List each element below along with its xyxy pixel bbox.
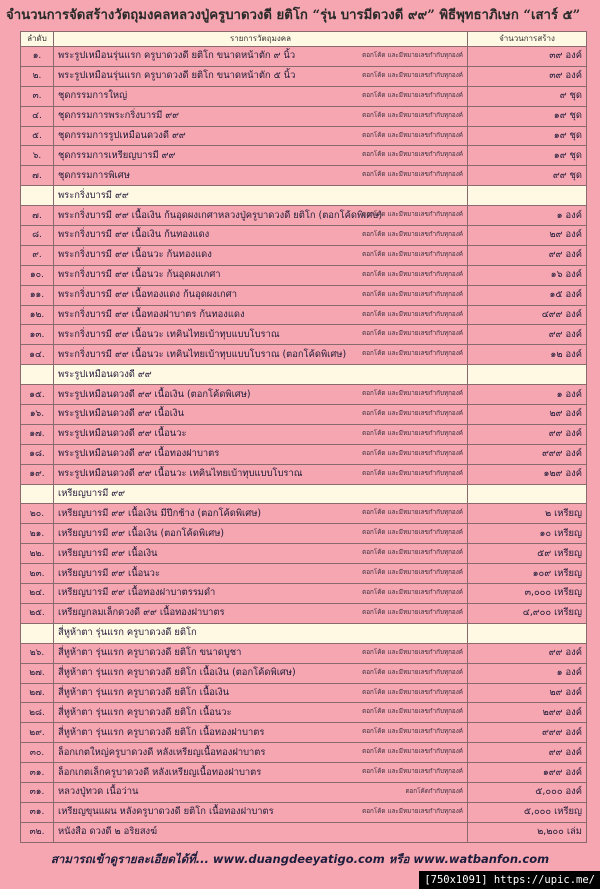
- item-name-text: พระกริ่งบารมี ๙๙ เนื้อเงิน ก้นทองแดง: [58, 229, 210, 241]
- item-name-text: สี่หูห้าตา รุ่นแรก ครูบาดวงดี ยติโก เนื้อเงิน: [58, 686, 230, 698]
- item-name: [54, 444, 468, 464]
- item-note: ตอกโค้ด และมีหมายเลขกำกับทุกองค์: [362, 52, 463, 59]
- item-name: [54, 683, 468, 703]
- table-row: [21, 564, 587, 584]
- table-row: [21, 226, 587, 246]
- table-row: [21, 464, 587, 484]
- item-note: ตอกโค้ดกำกับทุกองค์: [405, 787, 463, 795]
- item-name: [54, 782, 468, 802]
- page-title: จำนวนการจัดสร้างวัตถุมงคลหลวงปู่ครูบาดวงดี ยติโก “รุ่น บารมีดวงดี ๙๙” พิธีพุทธาภิเษก “เสาร์ ๕”: [6, 8, 581, 23]
- item-name: [54, 345, 468, 365]
- row-number: ๓๑.: [21, 763, 54, 783]
- footer-links[interactable]: สามารถเข้าดูรายละเอียดได้ที่... www.duangdeeyatigo.com หรือ www.watbanfon.com: [50, 852, 550, 866]
- item-quantity: ๒๙ องค์: [468, 226, 587, 246]
- row-number: ๓๑.: [21, 782, 54, 802]
- item-quantity: ๙๙ องค์: [468, 325, 587, 345]
- row-number: ๒.: [21, 66, 54, 86]
- table-row: [21, 166, 587, 186]
- item-quantity: ๒,๒๐๐ เล่ม: [468, 822, 587, 842]
- item-name: [54, 504, 468, 524]
- table-row: [21, 206, 587, 226]
- item-name: [54, 86, 468, 106]
- item-note: ตอกโค้ด และมีหมายเลขกำกับทุกองค์: [362, 211, 463, 219]
- table-row: [21, 683, 587, 703]
- item-note: ตอกโค้ด และมีหมายเลขกำกับทุกองค์: [362, 350, 463, 358]
- table-row: [21, 325, 587, 345]
- row-number: ๒๗.: [21, 683, 54, 703]
- item-name: [54, 822, 468, 842]
- item-note: ตอกโค้ด และมีหมายเลขกำกับทุกองค์: [362, 171, 463, 179]
- item-note: ตอกโค้ด และมีหมายเลขกำกับทุกองค์: [362, 469, 463, 477]
- row-number: ๓.: [21, 86, 54, 106]
- row-number: ๕.: [21, 126, 54, 146]
- item-quantity: ๕,๐๐๐ องค์: [468, 782, 587, 802]
- item-note: ตอกโค้ด และมีหมายเลขกำกับทุกองค์: [362, 290, 463, 298]
- table-row: [21, 504, 587, 524]
- item-name: [54, 365, 468, 385]
- item-name-text: ล็อกเกตใหญ่ครูบาดวงดี หลังเหรียญเนื้อทองฝาบาตร: [58, 746, 266, 758]
- table-row: [21, 782, 587, 802]
- item-note: ตอกโค้ด และมีหมายเลขกำกับทุกองค์: [362, 410, 463, 418]
- row-number: ๑๒.: [21, 305, 54, 325]
- watermark: [750x1091] https://upic.me/: [419, 871, 600, 889]
- item-quantity: ๑๐ เหรียญ: [468, 524, 587, 544]
- item-name-text: ล็อกเกตเล็กครูบาดวงดี หลังเหรียญเนื้อทองฝาบาตร: [58, 766, 262, 778]
- item-quantity: [468, 484, 587, 504]
- item-name-text: ชุดกรรมการเหรียญบารมี ๙๙: [58, 149, 176, 161]
- item-quantity: ๕,๐๐๐ เหรียญ: [468, 802, 587, 822]
- row-number: ๒๓.: [21, 564, 54, 584]
- item-note: ตอกโค้ด และมีหมายเลขกำกับทุกองค์: [362, 111, 463, 119]
- row-number: ๓๐.: [21, 743, 54, 763]
- item-note: ตอกโค้ด และมีหมายเลขกำกับทุกองค์: [362, 310, 463, 318]
- item-name-text: พระรูปเหมือนดวงดี ๙๙ เนื้อทองฝาบาตร: [58, 448, 220, 460]
- row-number: ๑.: [21, 47, 54, 67]
- row-number: ๒๑.: [21, 524, 54, 544]
- item-quantity: ๓,๐๐๐ เหรียญ: [468, 584, 587, 604]
- row-number: ๒๐.: [21, 504, 54, 524]
- table-row: [21, 126, 587, 146]
- item-name: [54, 405, 468, 425]
- table-row: [21, 643, 587, 663]
- item-note: ตอกโค้ด และมีหมายเลขกำกับทุกองค์: [362, 668, 463, 676]
- item-name-text: พระรูปเหมือนดวงดี ๙๙: [58, 368, 152, 380]
- item-name-text: พระรูปเหมือนรุ่นแรก ครูบาดวงดี ยติโก ขนาดหน้าตัก ๙ นิ้ว: [58, 50, 296, 62]
- item-name-text: เหรียญบารมี ๙๙ เนื้อเงิน (ตอกโค้ดพิเศษ): [58, 527, 225, 539]
- item-note: ตอกโค้ด และมีหมายเลขกำกับทุกองค์: [362, 529, 463, 537]
- item-name-text: เหรียญบารมี ๙๙ เนื้อเงิน มีปีกช้าง (ตอกโค้ดพิเศษ): [58, 507, 262, 519]
- row-number: ๒๗.: [21, 663, 54, 683]
- row-number: ๒๘.: [21, 703, 54, 723]
- row-number: ๑๐.: [21, 265, 54, 285]
- row-number: ๑๙.: [21, 464, 54, 484]
- item-name-text: ชุดกรรมการรูปเหมือนดวงดี ๙๙: [58, 130, 186, 141]
- item-name-text: พระกริ่งบารมี ๙๙ เนื้อทองฝาบาตร ก้นทองแดง: [58, 309, 245, 321]
- item-note: ตอกโค้ด และมีหมายเลขกำกับทุกองค์: [362, 728, 463, 736]
- item-name-text: พระรูปเหมือนดวงดี ๙๙ เนื้อนวะ เทคินไทยเบ้าทุบแบบโบราณ: [58, 468, 303, 480]
- item-name-text: พระรูปเหมือนรุ่นแรก ครูบาดวงดี ยติโก ขนาดหน้าตัก ๕ นิ้ว: [58, 70, 296, 82]
- item-quantity: ๑๐๙ เหรียญ: [468, 564, 587, 584]
- table-row: [21, 146, 587, 166]
- row-number: ๗.: [21, 206, 54, 226]
- item-note: ตอกโค้ด และมีหมายเลขกำกับทุกองค์: [362, 509, 463, 517]
- row-number: [21, 484, 54, 504]
- row-number: ๓๒.: [21, 822, 54, 842]
- item-name-text: เหรียญบารมี ๙๙ เนื้อทองฝาบาตรรมดำ: [58, 587, 216, 599]
- item-quantity: ๒๙ องค์: [468, 405, 587, 425]
- item-name-text: หลวงปู่ทวด เนื้อว่าน: [58, 786, 139, 798]
- item-name-text: พระกริ่งบารมี ๙๙ เนื้อเงิน ก้นอุดผงเกศาหลวงปู่ครูบาดวงดี ยติโก (ตอกโค้ดพิเศษ): [58, 209, 383, 221]
- item-name-text: เหรียญบารมี ๙๙ เนื้อเงิน: [58, 547, 158, 559]
- row-number: ๑๖.: [21, 405, 54, 425]
- item-name: [54, 66, 468, 86]
- table-row: [21, 47, 587, 67]
- item-name: [54, 325, 468, 345]
- table-row: [21, 424, 587, 444]
- item-name-text: ชุดกรรมการใหญ่: [58, 90, 128, 102]
- item-name: [54, 305, 468, 325]
- row-number: ๖.: [21, 146, 54, 166]
- row-number: ๔.: [21, 106, 54, 126]
- item-note: ตอกโค้ด และมีหมายเลขกำกับทุกองค์: [362, 91, 463, 99]
- item-name: [54, 166, 468, 186]
- item-name: [54, 663, 468, 683]
- item-name-text: พระกริ่งบารมี ๙๙ เนื้อนวะ เทคินไทยเบ้าทุบแบบโบราณ: [58, 328, 280, 340]
- item-quantity: ๙๙ ชุด: [468, 166, 587, 186]
- item-quantity: ๑๙ ชุด: [468, 146, 587, 166]
- item-name: [54, 106, 468, 126]
- table-row: [21, 802, 587, 822]
- item-name: [54, 484, 468, 504]
- item-note: ตอกโค้ด และมีหมายเลขกำกับทุกองค์: [362, 688, 463, 696]
- item-name: [54, 146, 468, 166]
- row-number: ๑๗.: [21, 424, 54, 444]
- row-number: ๑๕.: [21, 385, 54, 405]
- table-row: [21, 524, 587, 544]
- item-note: ตอกโค้ด และมีหมายเลขกำกับทุกองค์: [362, 569, 463, 577]
- item-name-text: สี่หูห้าตา รุ่นแรก ครูบาดวงดี ยติโก เนื้อทองฝาบาตร: [58, 726, 265, 738]
- item-name: [54, 464, 468, 484]
- table-row: [21, 544, 587, 564]
- item-quantity: ๙๙๙ องค์: [468, 723, 587, 743]
- item-note: ตอกโค้ด และมีหมายเลขกำกับทุกองค์: [362, 608, 463, 616]
- table-row: [21, 663, 587, 683]
- item-name: [54, 126, 468, 146]
- item-quantity: ๙ ชุด: [468, 86, 587, 106]
- item-name-text: หนังสือ ดวงดี ๒ อริยสงฆ์: [58, 826, 158, 838]
- item-name-text: พระกริ่งบารมี ๙๙ เนื้อทองแดง ก้นอุดผงเกศา: [58, 289, 237, 301]
- item-name: [54, 603, 468, 623]
- item-name: [54, 584, 468, 604]
- item-name-text: พระกริ่งบารมี ๙๙ เนื้อนวะ ก้นทองแดง: [58, 249, 212, 261]
- item-note: ตอกโค้ด และมีหมายเลขกำกับทุกองค์: [362, 151, 463, 159]
- item-name-text: เหรียญบารมี ๙๙ เนื้อนวะ: [58, 567, 160, 579]
- header-name: รายการวัตถุมงคล: [54, 32, 468, 47]
- item-name-text: สี่หูห้าตา รุ่นแรก ครูบาดวงดี ยติโก: [58, 627, 197, 639]
- row-number: ๒๒.: [21, 544, 54, 564]
- table-row: [21, 822, 587, 842]
- table-row: [21, 265, 587, 285]
- item-name: [54, 802, 468, 822]
- item-name-text: พระกริ่งบารมี ๙๙: [58, 189, 129, 201]
- item-quantity: ๒ เหรียญ: [468, 504, 587, 524]
- item-name: [54, 643, 468, 663]
- item-quantity: ๑ องค์: [468, 663, 587, 683]
- item-note: ตอกโค้ด และมีหมายเลขกำกับทุกองค์: [362, 589, 463, 597]
- item-note: ตอกโค้ด และมีหมายเลขกำกับทุกองค์: [362, 429, 463, 437]
- item-name-text: เหรียญกลมเล็กดวงดี ๙๙ เนื้อทองฝาบาตร: [58, 607, 225, 619]
- item-name-text: ชุดกรรมการพิเศษ: [58, 169, 130, 181]
- item-note: ตอกโค้ด และมีหมายเลขกำกับทุกองค์: [362, 330, 463, 338]
- item-note: ตอกโค้ด และมีหมายเลขกำกับทุกองค์: [362, 768, 463, 776]
- item-quantity: ๓๙ องค์: [468, 47, 587, 67]
- amulet-table: [20, 31, 587, 843]
- row-number: ๓๑.: [21, 802, 54, 822]
- item-name: [54, 186, 468, 206]
- item-name: [54, 564, 468, 584]
- item-quantity: ๑๖ องค์: [468, 265, 587, 285]
- item-note: ตอกโค้ด และมีหมายเลขกำกับทุกองค์: [362, 449, 463, 457]
- section-row: [21, 365, 587, 385]
- item-note: ตอกโค้ด และมีหมายเลขกำกับทุกองค์: [362, 131, 463, 139]
- table-row: [21, 285, 587, 305]
- row-number: [21, 365, 54, 385]
- item-name: [54, 703, 468, 723]
- item-quantity: ๑๙ ชุด: [468, 106, 587, 126]
- item-quantity: ๓๙ องค์: [468, 66, 587, 86]
- item-quantity: ๑๒๙ องค์: [468, 464, 587, 484]
- item-quantity: ๙๙ องค์: [468, 245, 587, 265]
- item-quantity: ๑ องค์: [468, 206, 587, 226]
- item-quantity: ๑ องค์: [468, 385, 587, 405]
- item-name: [54, 544, 468, 564]
- item-note: ตอกโค้ด และมีหมายเลขกำกับทุกองค์: [362, 748, 463, 756]
- item-name-text: พระรูปเหมือนดวงดี ๙๙ เนื้อนวะ: [58, 428, 187, 440]
- row-number: ๗.: [21, 166, 54, 186]
- item-name-text: พระรูปเหมือนดวงดี ๙๙ เนื้อเงิน: [58, 408, 184, 420]
- item-note: ตอกโค้ด และมีหมายเลขกำกับทุกองค์: [362, 807, 463, 815]
- item-quantity: ๑๕ องค์: [468, 285, 587, 305]
- table-row: [21, 66, 587, 86]
- item-name-text: สี่หูห้าตา รุ่นแรก ครูบาดวงดี ยติโก เนื้อนวะ: [58, 706, 232, 718]
- item-quantity: [468, 623, 587, 643]
- item-name-text: เหรียญขุนแผน หลังครูบาดวงดี ยติโก เนื้อทองฝาบาตร: [58, 806, 274, 818]
- table-row: [21, 763, 587, 783]
- row-number: ๒๔.: [21, 584, 54, 604]
- row-number: ๒๖.: [21, 643, 54, 663]
- section-row: [21, 484, 587, 504]
- row-number: ๑๔.: [21, 345, 54, 365]
- table-row: [21, 106, 587, 126]
- item-name-text: เหรียญบารมี ๙๙: [58, 488, 126, 500]
- item-name: [54, 743, 468, 763]
- row-number: ๙.: [21, 245, 54, 265]
- item-quantity: ๕๙ เหรียญ: [468, 544, 587, 564]
- row-number: ๘.: [21, 226, 54, 246]
- item-name-text: พระกริ่งบารมี ๙๙ เนื้อนวะ เทคินไทยเบ้าทุบแบบโบราณ (ตอกโค้ดพิเศษ): [58, 348, 347, 360]
- item-quantity: ๔,๙๐๐ เหรียญ: [468, 603, 587, 623]
- item-name: [54, 47, 468, 67]
- item-quantity: ๑๙ ชุด: [468, 126, 587, 146]
- item-note: ตอกโค้ด และมีหมายเลขกำกับทุกองค์: [362, 71, 463, 79]
- row-number: ๒๙.: [21, 723, 54, 743]
- item-quantity: ๙๙ องค์: [468, 743, 587, 763]
- item-quantity: ๔๙๙ องค์: [468, 305, 587, 325]
- table-header-row: [21, 32, 587, 47]
- item-name-text: สี่หูห้าตา รุ่นแรก ครูบาดวงดี ยติโก เนื้อเงิน (ตอกโค้ดพิเศษ): [58, 667, 296, 679]
- table-row: [21, 305, 587, 325]
- section-row: [21, 186, 587, 206]
- header-num: ลำดับ: [21, 32, 54, 47]
- item-name: [54, 285, 468, 305]
- item-name-text: ชุดกรรมการพระกริ่งบารมี ๙๙: [58, 110, 180, 122]
- table-row: [21, 603, 587, 623]
- item-quantity: ๒๙๙ องค์: [468, 703, 587, 723]
- table-row: [21, 345, 587, 365]
- item-name-text: พระกริ่งบารมี ๙๙ เนื้อนวะ ก้นอุดผงเกศา: [58, 269, 221, 281]
- item-note: ตอกโค้ด และมีหมายเลขกำกับทุกองค์: [362, 549, 463, 557]
- item-note: ตอกโค้ด และมีหมายเลขกำกับทุกองค์: [362, 708, 463, 716]
- item-name: [54, 265, 468, 285]
- item-quantity: ๑๒ องค์: [468, 345, 587, 365]
- table-row: [21, 385, 587, 405]
- item-name: [54, 723, 468, 743]
- item-quantity: ๙๙ องค์: [468, 424, 587, 444]
- table-row: [21, 723, 587, 743]
- item-name: [54, 763, 468, 783]
- item-quantity: [468, 365, 587, 385]
- row-number: ๑๓.: [21, 325, 54, 345]
- item-quantity: ๙๙๙ องค์: [468, 444, 587, 464]
- item-quantity: ๑๙๙ องค์: [468, 763, 587, 783]
- table-row: [21, 703, 587, 723]
- table-row: [21, 444, 587, 464]
- table-row: [21, 86, 587, 106]
- item-note: ตอกโค้ด และมีหมายเลขกำกับทุกองค์: [362, 250, 463, 258]
- table-row: [21, 584, 587, 604]
- item-name: [54, 424, 468, 444]
- header-qty: จำนวนการสร้าง: [468, 32, 587, 47]
- row-number: [21, 623, 54, 643]
- item-name: [54, 623, 468, 643]
- item-name: [54, 206, 468, 226]
- row-number: [21, 186, 54, 206]
- item-name: [54, 524, 468, 544]
- item-name: [54, 245, 468, 265]
- item-name-text: สี่หูห้าตา รุ่นแรก ครูบาดวงดี ยติโก ขนาดบูชา: [58, 647, 242, 659]
- item-note: ตอกโค้ด และมีหมายเลขกำกับทุกองค์: [362, 648, 463, 656]
- item-quantity: ๙๙ องค์: [468, 643, 587, 663]
- item-name: [54, 226, 468, 246]
- table-row: [21, 405, 587, 425]
- row-number: ๑๑.: [21, 285, 54, 305]
- item-note: ตอกโค้ด และมีหมายเลขกำกับทุกองค์: [362, 270, 463, 278]
- item-name: [54, 385, 468, 405]
- section-row: [21, 623, 587, 643]
- item-quantity: ๒๙ องค์: [468, 683, 587, 703]
- item-note: ตอกโค้ด และมีหมายเลขกำกับทุกองค์: [362, 231, 463, 239]
- table-row: [21, 245, 587, 265]
- table-row: [21, 743, 587, 763]
- row-number: ๑๘.: [21, 444, 54, 464]
- item-quantity: [468, 186, 587, 206]
- row-number: ๒๕.: [21, 603, 54, 623]
- item-name-text: พระรูปเหมือนดวงดี ๙๙ เนื้อเงิน (ตอกโค้ดพิเศษ): [58, 388, 251, 400]
- item-note: ตอกโค้ด และมีหมายเลขกำกับทุกองค์: [362, 390, 463, 398]
